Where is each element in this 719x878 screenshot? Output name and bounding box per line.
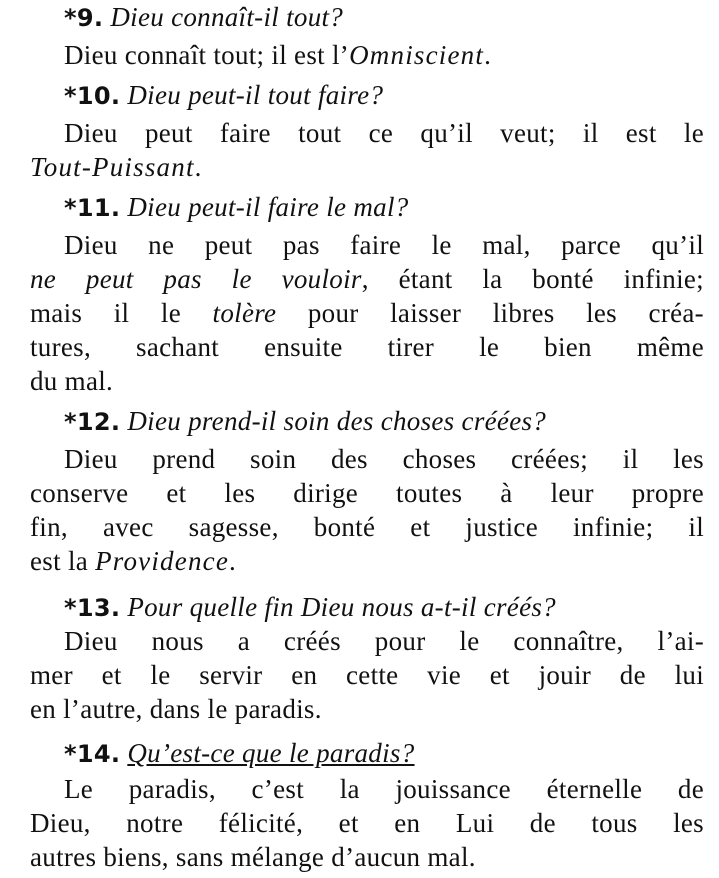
answer-13-line-2: mer et le servir en cette vie et jouir de lui xyxy=(30,660,704,690)
answer-10-line-2 xyxy=(30,150,704,184)
answer-14-line-3: autres biens, sans mélange d’aucun mal. xyxy=(30,842,476,872)
answer-13-line-3: en l’autre, dans le paradis. xyxy=(30,694,322,724)
answer-12-line-2: conserve et les dirige toutes à leur propre xyxy=(30,478,704,508)
answer-emphasis: Tout-Puissant xyxy=(30,152,195,182)
question-12: *12. Dieu prend-il soin des choses créées? xyxy=(64,406,547,436)
answer-text: est la xyxy=(30,546,96,576)
question-13: *13. Pour quelle fin Dieu nous a-t-il créés? xyxy=(64,592,556,622)
answer-text: . xyxy=(484,40,492,70)
question-number: *13 xyxy=(64,594,111,622)
answer-12-line-3: fin, avec sagesse, bonté et justice infinie; il xyxy=(30,512,704,542)
answer-11-line-1: Dieu ne peut pas faire le mal, parce qu’il xyxy=(64,230,704,260)
answer-text: . xyxy=(194,152,202,182)
question-number: *9 xyxy=(64,4,94,32)
question-text: Dieu prend-il soin des choses créées? xyxy=(127,406,547,436)
answer-11-line-4: tures, sachant ensuite tirer le bien même xyxy=(30,332,704,362)
answer-emphasis: ne peut pas le vouloir xyxy=(30,264,362,294)
question-10: *10. Dieu peut-il tout faire? xyxy=(64,80,384,110)
question-number: *11 xyxy=(64,194,111,222)
answer-12-line-1: Dieu prend soin des choses créées; il les xyxy=(64,444,704,474)
question-number: *10 xyxy=(64,82,111,110)
answer-14-line-1: Le paradis, c’est la jouissance éternelle de xyxy=(64,774,704,804)
answer-13-line-1: Dieu nous a créés pour le connaître, l’ai- xyxy=(64,626,704,656)
answer-text: . xyxy=(229,546,237,576)
question-text: Dieu peut-il tout faire? xyxy=(127,80,384,110)
question-9: *9. Dieu connaît-il tout? xyxy=(64,2,344,32)
question-11: *11. Dieu peut-il faire le mal? xyxy=(64,192,409,222)
answer-14-line-2: Dieu, notre félicité, et en Lui de tous les xyxy=(30,808,704,838)
answer-11-line-5: du mal. xyxy=(30,366,114,396)
answer-12-line-4 xyxy=(30,544,704,578)
answer-10-line-1: Dieu peut faire tout ce qu’il veut; il est le xyxy=(64,118,704,148)
answer-text: Dieu connaît tout; il est l’ xyxy=(64,40,350,70)
question-text: Pour quelle fin Dieu nous a-t-il créés? xyxy=(127,592,556,622)
answer-text: mais il le xyxy=(30,298,213,328)
question-text: Qu’est-ce que le paradis? xyxy=(127,738,415,768)
question-14: *14. Qu’est-ce que le paradis? xyxy=(64,738,415,768)
question-text: Dieu peut-il faire le mal? xyxy=(127,192,409,222)
answer-emphasis: Providence xyxy=(95,546,230,576)
question-number: *12 xyxy=(64,408,111,436)
answer-11-line-2 xyxy=(30,262,704,296)
answer-emphasis: Omniscient xyxy=(349,40,485,70)
question-text: Dieu connaît-il tout? xyxy=(110,2,344,32)
answer-11-line-3 xyxy=(30,296,704,330)
answer-text: , étant la bonté infinie; xyxy=(361,264,704,294)
answer-emphasis: tolère xyxy=(212,298,277,328)
question-number: *14 xyxy=(64,740,111,768)
answer-9 xyxy=(64,38,704,72)
answer-text: pour laisser libres les créa- xyxy=(276,298,704,328)
